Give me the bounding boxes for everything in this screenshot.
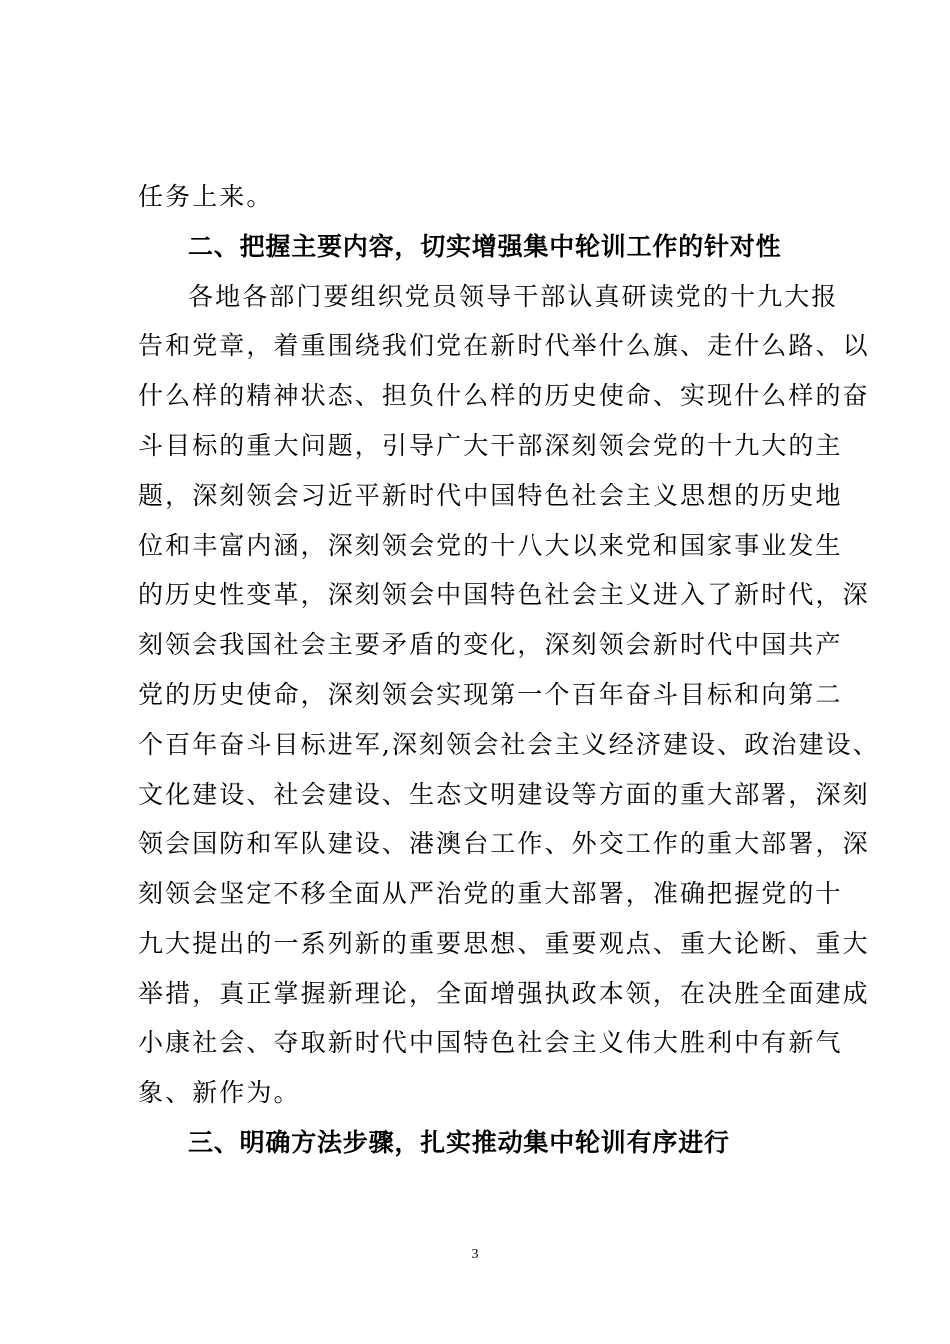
- section-heading-2: 二、把握主要内容，切实增强集中轮训工作的针对性: [188, 232, 782, 261]
- paragraph-line: 九大提出的一系列新的重要思想、重要观点、重大论断、重大: [138, 929, 870, 958]
- paragraph-line: 文化建设、社会建设、生态文明建设等方面的重大部署，深刻: [138, 780, 870, 809]
- paragraph-line: 斗目标的重大问题，引导广大干部深刻领会党的十九大的主: [138, 431, 843, 460]
- paragraph-line: 象、新作为。: [138, 1078, 301, 1107]
- paragraph-line: 个百年奋斗目标进军,深刻领会社会主义经济建设、政治建设、: [138, 730, 880, 759]
- page-number: 3: [471, 1247, 479, 1262]
- paragraph-line: 举措，真正掌握新理论，全面增强执政本领，在决胜全面建成: [138, 979, 870, 1008]
- paragraph-line: 各地各部门要组织党员领导干部认真研读党的十九大报: [188, 282, 839, 311]
- paragraph-line: 的历史性变革，深刻领会中国特色社会主义进入了新时代，深: [138, 580, 870, 609]
- paragraph-line: 刻领会我国社会主要矛盾的变化，深刻领会新时代中国共产: [138, 630, 843, 659]
- paragraph-line: 小康社会、夺取新时代中国特色社会主义伟大胜利中有新气: [138, 1028, 843, 1057]
- paragraph-line: 什么样的精神状态、担负什么样的历史使命、实现什么样的奋: [138, 381, 870, 410]
- paragraph-line: 领会国防和军队建设、港澳台工作、外交工作的重大部署，深: [138, 829, 870, 858]
- paragraph-line: 题，深刻领会习近平新时代中国特色社会主义思想的历史地: [138, 481, 843, 510]
- paragraph-line: 位和丰富内涵，深刻领会党的十八大以来党和国家事业发生: [138, 531, 843, 560]
- paragraph-line: 党的历史使命，深刻领会实现第一个百年奋斗目标和向第二: [138, 680, 843, 709]
- paragraph-line: 告和党章，着重围绕我们党在新时代举什么旗、走什么路、以: [138, 331, 870, 360]
- paragraph-line: 任务上来。: [138, 182, 274, 211]
- section-heading-3: 三、明确方法步骤，扎实推动集中轮训有序进行: [188, 1128, 730, 1157]
- paragraph-line: 刻领会坚定不移全面从严治党的重大部署，准确把握党的十: [138, 879, 843, 908]
